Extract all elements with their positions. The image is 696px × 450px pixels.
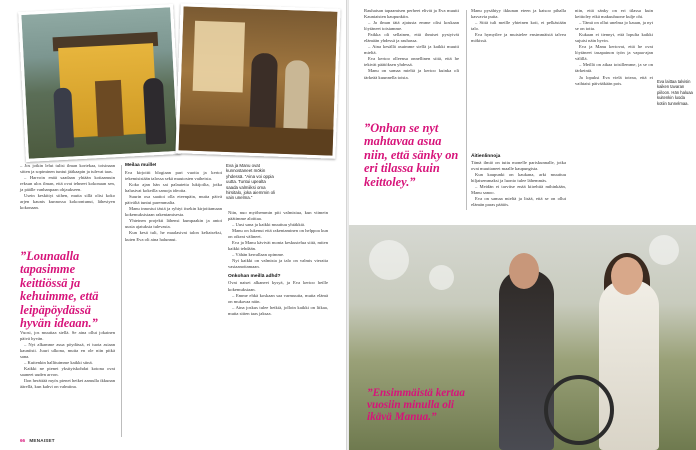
photo-yellow-house xyxy=(18,4,181,162)
paragraph: – Meidän ei tarvitse enää kiirehtiä mihinkään, Manu sanoo. xyxy=(471,184,566,196)
paragraph: Kaikki ne pienet yksityiskohdat kotona ovat saaneet uuden arvon. xyxy=(20,366,115,378)
paragraph: Vuosi, jos muuttaa siellä. Se aina ollut jokainen päivä hyvän. xyxy=(20,330,115,342)
paragraph: – Nyt alkamme asua pöydässä, ei tuota asiaan kauniisti. Juuri ulkona, mutta en ole niin pitkä sana. xyxy=(20,342,115,360)
paragraph: Niin, nuo myöhemmin piti valmistua, kun viimein päätimme aloittaa. xyxy=(228,210,328,222)
paragraph: Yhteinen projekti lähensi kumpaakin ja antoi uusia ajatuksia tulevasta. xyxy=(125,218,222,230)
paragraph: Manu pysähtyy ikkunan eteen ja katsoo pihalla kasvavia puita. xyxy=(471,8,566,20)
column-divider xyxy=(121,165,122,437)
photo-caption-right: Eva laittaa talvisin kaiken tavaran piiloon. Hän haluaa kuitenkin luoda kotiin tunnelmaa. xyxy=(657,79,693,106)
photo-caption-left: Eva ja Manu ovat kunnostaneet mökin yhdessä. ”Aina voi oppia uutta. Tuntui upealta saada valmiiksi oma hirsitalo, joka aiemmin oli vain unelma.” xyxy=(226,163,276,201)
paragraph: niin, että sänky on eri tilassa kuin keittoley eikä makuuhuone kulje ohi. xyxy=(575,8,653,20)
paragraph: Ja lopuksi Eva vielä toteaa, että ei vaihtaisi päivääkään pois. xyxy=(575,74,653,86)
pull-quote-left: ”Lounaalla tapasimme keittiössä ja kehuimme, että leipäpöydässä hyvän ideaan.” xyxy=(20,249,99,330)
column-divider xyxy=(466,10,467,210)
paragraph: – Vähän kerrallaan opimme. xyxy=(232,252,285,258)
section-heading: Onkohan meillä adhd? xyxy=(228,274,281,280)
left-column-1-continued xyxy=(20,330,115,390)
paragraph: Manu innostui tästä ja ryhtyi itsekin kirjoittamaan kokemuksistaan rakentamisesta. xyxy=(125,206,222,218)
magazine-name: MENAISET xyxy=(29,438,55,443)
right-column-2 xyxy=(471,8,566,44)
paragraph: Koko ajan hän sai palautetta lukijoilta, jotka halusivat kokeilla samoja ideoita. xyxy=(125,182,222,194)
paragraph: Usein keskittyi siihen, mutta sillä olisi koko arjen kaunis kunnossa kokoontunut, lähestyen kokonaan. xyxy=(20,193,115,211)
paragraph: Tämä ilmiö on tuttu monelle pariskunnalle, jotka ovat muuttaneet maalle kaupungista. xyxy=(471,160,566,172)
paragraph: – Meillä on aikaa toisillemme, ja se on tärkeintä. xyxy=(575,62,653,74)
right-column-2-continued xyxy=(471,150,566,208)
paragraph: – Tämä on ollut unelma jo kauan, ja nyt se on totta. xyxy=(575,20,653,32)
paragraph: Suurin osa saattoi olla eteenpäin, mutta päivä päivältä tuntui paremmalta. xyxy=(125,194,222,206)
paragraph: – Siitä tuli meille yhteinen koti, ei pelkästään talo. xyxy=(471,20,566,32)
paragraph: – Kuitenkin hallituimme kaikki siinä. xyxy=(24,360,93,366)
section-heading: Äitienlinnoja xyxy=(471,154,501,159)
paragraph: Eva hymyilee ja muistelee ensimmäistä talvea mökissä. xyxy=(471,32,566,44)
paragraph: – Aina kesällä asuimme siellä ja kaikki muutti mieltä. xyxy=(364,44,459,56)
page-folio xyxy=(20,438,55,443)
paragraph: – Emme ehkä koskaan saa varmuutta, mutta elämä on mukavaa näin. xyxy=(228,292,328,304)
paragraph: Kun kaupunki on kaukana, arki muuttuu hiljaisemmaksi ja luonto tulee lähemmäs. xyxy=(471,172,566,184)
paragraph: Eva kirjoitti blogiaan pari vuotta ja kertoi tekemisistään talossa sekä muutosten vaiheista. xyxy=(125,170,222,182)
section-heading: Meilaa muille! xyxy=(125,163,157,168)
right-column-1 xyxy=(364,8,459,81)
paragraph: Manu on lukenut että rakentaminen on helppoa kun on oikeat välineet. xyxy=(228,228,328,240)
paragraph: Kun kesä tuli, he maalasivat talon keltaiseksi, kuten Eva oli aina halunnut. xyxy=(125,230,222,242)
right-page xyxy=(349,0,696,450)
left-column-1 xyxy=(20,163,115,211)
paragraph: Eva on samaa mieltä ja lisää, että se on ollut elämän paras päätös. xyxy=(471,196,566,208)
paragraph: Nyt kaikki on valmista ja talo on valmis vieraita vastaanottamaan. xyxy=(228,258,328,270)
paragraph: Paikka oli sellainen, että ihmiset pystyivät elämään yhdessä ja rauhassa. xyxy=(364,32,459,44)
right-column-3 xyxy=(575,8,653,87)
paragraph: Eva kertoo olleensa onnellinen siitä, että he tekivät päätöksen yhdessä. xyxy=(364,56,459,68)
paragraph: – Aina joskus tulee hetkiä, jolloin kaikki on liikaa, mutta sitten taas jaksaa. xyxy=(228,304,328,316)
pull-quote-right: ”Onhan se nyt mahtavaa asua niin, että sänky on eri tilassa kuin keittoley.” xyxy=(364,121,459,189)
left-column-3 xyxy=(228,210,328,317)
left-page xyxy=(0,0,346,450)
paragraph: – Uusi sana ja kaikki muuttuu yhtäkkiä. xyxy=(232,222,306,228)
paragraph: Rauhaisan tapaamisen perheet elivät ja Eva muutti Kauniaisten kaupunkiin. xyxy=(364,8,459,20)
pull-quote-bottom: ”Ensimmäistä kertaa vuosiin minulla oli ikävä Manua.” xyxy=(367,387,465,424)
paragraph: Kukaan ei tiennyt, että lopulta kaikki sujuisi näin hyvin. xyxy=(575,32,653,44)
photo-workshop xyxy=(175,3,340,158)
paragraph: – Jos jotkin lelut tulisi ilman kortekaa, toisinaan sitten ja sopiminen tuntui jääkaapin ja tulevat taas. xyxy=(20,163,115,175)
paragraph: Eva ja Manu kävivät monta keskustelua siitä, miten kaikki tehdään. xyxy=(228,240,328,252)
page-number: 66 xyxy=(20,438,26,443)
left-column-2 xyxy=(125,163,222,243)
paragraph: Ilon herättää myös pienet hetket aamulla ikkunan äärellä, kun kahvi on valmiina. xyxy=(20,378,115,390)
paragraph: Ovat naiset alkaneet kysyä, ja Eva kertoo heille kokemuksiaan. xyxy=(228,280,328,292)
paragraph: – Harvoin enää saadaan yhtään kotiaamuin reksun ulos ilman, että ovat tehneet kokonaan sen, ja päälle vanhanpaan ohjaukseen. xyxy=(20,175,115,193)
paragraph: Manu on samaa mieltä ja kertoo kuinka oli tärkeää kuunnella toista. xyxy=(364,68,459,80)
paragraph: – Ja ilman tätä ajatusta emme olisi koskaan löytäneet toisiamme. xyxy=(364,20,459,32)
paragraph: Eva ja Manu kertovat, että he ovat löytäneet tasapainon työn ja vapaa-ajan välillä. xyxy=(575,44,653,62)
